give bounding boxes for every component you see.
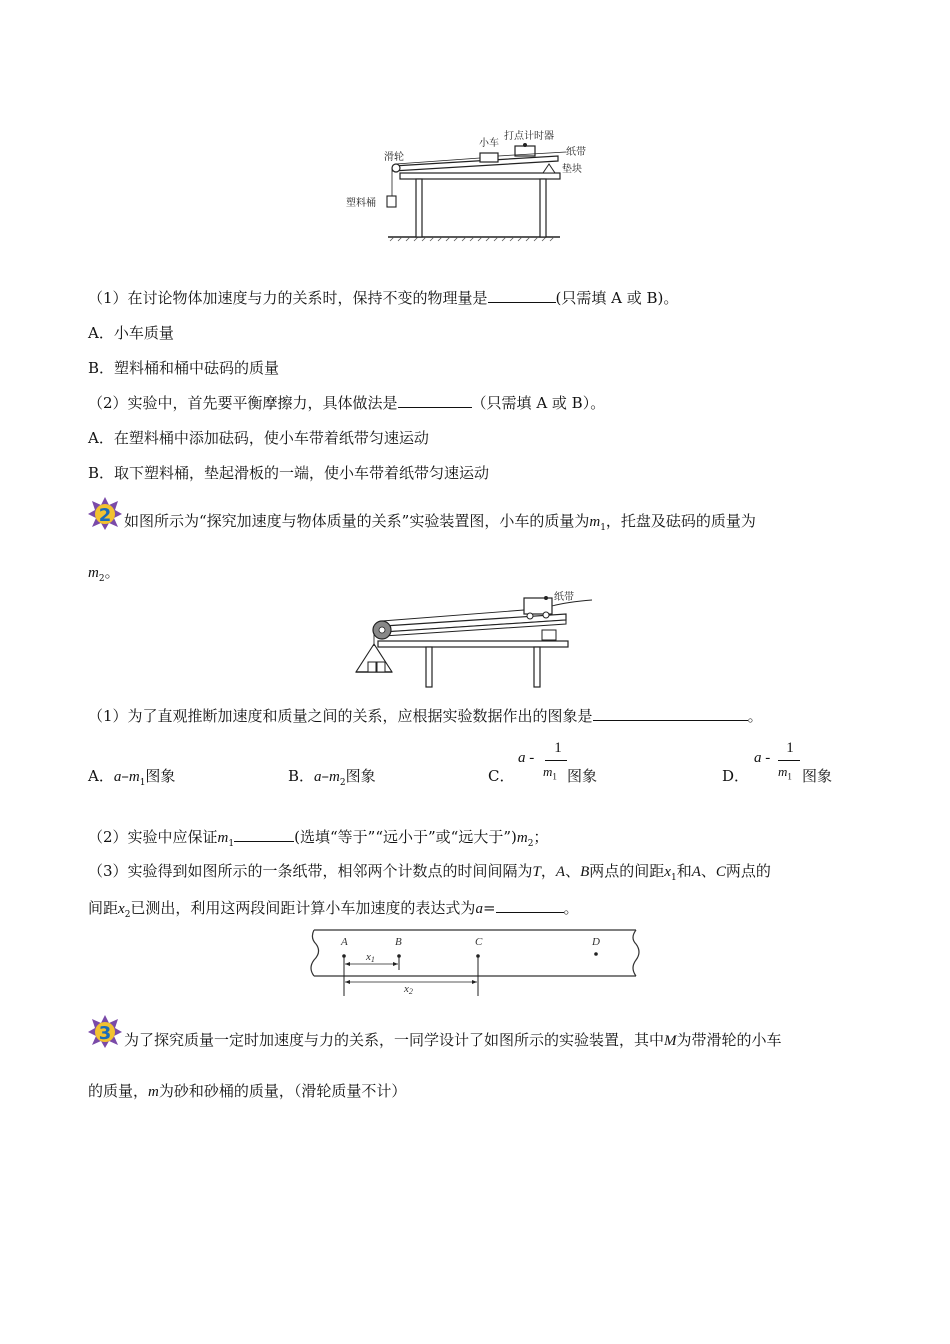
paper-tape-figure	[308, 924, 644, 998]
x1-label: x1	[366, 951, 375, 964]
label-tape: 纸带	[566, 147, 586, 158]
fraction-bar	[778, 760, 800, 761]
q2-option-d-numerator: 1	[786, 740, 794, 756]
tape-point-a: A	[341, 936, 348, 948]
q1-part1-option-a: A．小车质量	[88, 324, 174, 342]
label-bucket: 塑料桶	[346, 198, 376, 209]
answer-blank[interactable]	[398, 393, 472, 408]
q2-option-d-key: D．	[722, 767, 750, 785]
label-cart: 小车	[479, 138, 499, 149]
label-timer: 打点计时器	[504, 131, 554, 142]
q2-option-c-key: C．	[488, 767, 515, 785]
answer-blank[interactable]	[234, 827, 294, 842]
figure-1-apparatus	[338, 128, 608, 243]
q2-option-d-suffix: 图象	[802, 767, 833, 785]
q2-stem-cont: $m_2$。	[88, 563, 120, 584]
q2-option-c-numerator: 1	[554, 740, 562, 756]
q2-option-c-suffix: 图象	[567, 767, 598, 785]
q2-part1: （1）为了直观推断加速度和质量之间的关系，应根据实验数据作出的图象是 。	[88, 707, 763, 725]
fraction-bar	[545, 760, 567, 761]
q3-stem-cont: 的质量，m为砂和砂桶的质量，（滑轮质量不计）	[88, 1082, 407, 1100]
tape-point-d: D	[592, 936, 600, 948]
q2-part2: （2）实验中应保证$m_1$ (选填“等于”“远小于”或“远大于$”)m_2$；	[88, 828, 549, 849]
figure-2-apparatus	[352, 586, 612, 690]
q2-option-c-a: a -	[518, 750, 535, 766]
x2-label: x2	[404, 983, 413, 996]
q1-part1: （1）在讨论物体加速度与力的关系时，保持不变的物理量是 (只需填 A 或 B)。	[88, 289, 679, 307]
answer-blank[interactable]	[488, 288, 556, 303]
answer-blank[interactable]	[593, 706, 748, 721]
q2-option-b: B．$a-m_2$图象	[288, 767, 376, 788]
q2-stem: 如图所示为“探究加速度与物体质量的关系”实验装置图，小车的质量为$m_1$，托盘及砝码的质量为	[124, 512, 756, 533]
question-number-badge	[88, 496, 122, 530]
q1-part2: （2）实验中，首先要平衡摩擦力，具体做法是 （只需填 A 或 B）。	[88, 394, 606, 412]
label-pulley: 滑轮	[384, 152, 404, 163]
q2-part3-line2: 间距$x_2$已测出，利用这两段间距计算小车加速度的表达式为a= 。	[88, 899, 579, 920]
question-number-badge	[88, 1014, 122, 1048]
tape-point-c: C	[475, 936, 483, 948]
q2-option-d-a: a -	[754, 750, 771, 766]
badge-number: 3	[98, 1023, 112, 1044]
q2-option-a: A．$a-m_1$图象	[88, 767, 176, 788]
label-block: 垫块	[562, 164, 582, 175]
q2-part3-line1: （3）实验得到如图所示的一条纸带，相邻两个计数点的时间间隔为T，A、B两点的间距$x_1$和A、C两点的	[88, 862, 771, 883]
answer-blank[interactable]	[496, 898, 564, 913]
q1-part2-option-b: B．取下塑料桶，垫起滑板的一端，使小车带着纸带匀速运动	[88, 464, 490, 482]
label-tape: 纸带	[554, 592, 574, 603]
q1-part1-option-b: B．塑料桶和桶中砝码的质量	[88, 359, 280, 377]
badge-number: 2	[98, 505, 112, 526]
tape-point-b: B	[395, 936, 402, 948]
q2-option-d-denominator: $m_1$	[778, 764, 792, 782]
q1-part2-option-a: A．在塑料桶中添加砝码，使小车带着纸带匀速运动	[88, 429, 429, 447]
q2-option-c-denominator: $m_1$	[543, 764, 557, 782]
q3-stem: 为了探究质量一定时加速度与力的关系，一同学设计了如图所示的实验装置，其中M为带滑轮的小车	[124, 1031, 782, 1049]
